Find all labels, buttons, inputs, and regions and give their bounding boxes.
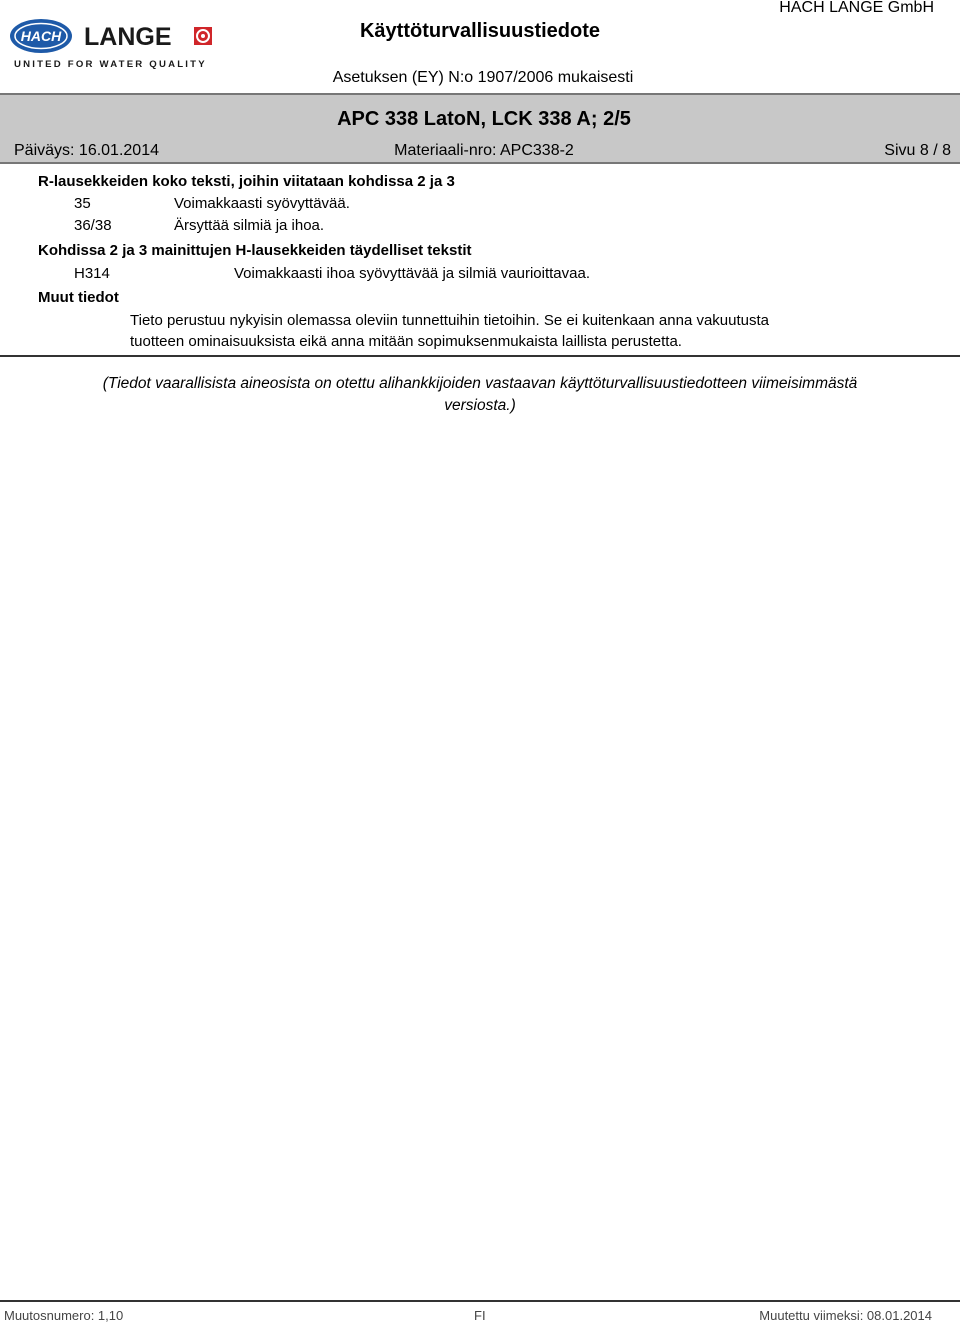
other-info-heading: Muut tiedot [38, 289, 119, 306]
r-phrase-text: Ärsyttää silmiä ja ihoa. [174, 217, 325, 234]
brand-tagline: UNITED FOR WATER QUALITY [14, 59, 207, 70]
document-date: Päiväys: 16.01.2014 [14, 142, 159, 159]
company-name: HACH LANGE GmbH [779, 0, 934, 16]
language-code: FI [474, 1308, 486, 1323]
lange-wordmark: LANGE [84, 23, 172, 51]
material-number: Materiaali-nro: APC338-2 [394, 142, 574, 159]
last-modified-date: Muutettu viimeksi: 08.01.2014 [759, 1308, 932, 1323]
r-phrases-heading: R-lausekkeiden koko teksti, joihin viitataan kohdissa 2 ja 3 [38, 173, 455, 190]
r-phrase-text: Voimakkaasti syövyttävää. [174, 195, 350, 212]
r-phrase-code: 36/38 [74, 217, 112, 234]
regulation-reference: Asetuksen (EY) N:o 1907/2006 mukaisesti [332, 69, 634, 86]
source-note-line-2: versiosta.) [444, 397, 516, 414]
h-statements-heading: Kohdissa 2 ja 3 mainittujen H-lausekkeiden täydelliset tekstit [38, 242, 472, 259]
other-info-line-2: tuotteen ominaisuuksista eikä anna mitään sopimuksenmukaista laillista perustetta. [130, 333, 682, 350]
r-phrase-code: 35 [74, 195, 91, 212]
source-note [70, 373, 890, 417]
hach-badge-text: HACH [20, 28, 62, 44]
product-name: APC 338 LatoN, LCK 338 A; 2/5 [337, 108, 631, 130]
source-note-line-1: (Tiedot vaarallisista aineosista on otettu alihankkijoiden vastaavan käyttöturvallisuustiedotteen viimeisimmästä [102, 375, 858, 392]
document-title: Käyttöturvallisuustiedote [359, 20, 601, 42]
page-number: Sivu 8 / 8 [884, 142, 951, 159]
section-divider [0, 355, 960, 357]
h-statement-code: H314 [74, 265, 110, 282]
footer-divider [0, 1300, 960, 1302]
other-info-line-1: Tieto perustuu nykyisin olemassa oleviin tunnettuihin tietoihin. Se ei kuitenkaan anna vakuutusta [130, 312, 770, 329]
h-statement-text: Voimakkaasti ihoa syövyttävää ja silmiä vaurioittavaa. [234, 265, 591, 282]
revision-number: Muutosnumero: 1,10 [4, 1308, 124, 1323]
